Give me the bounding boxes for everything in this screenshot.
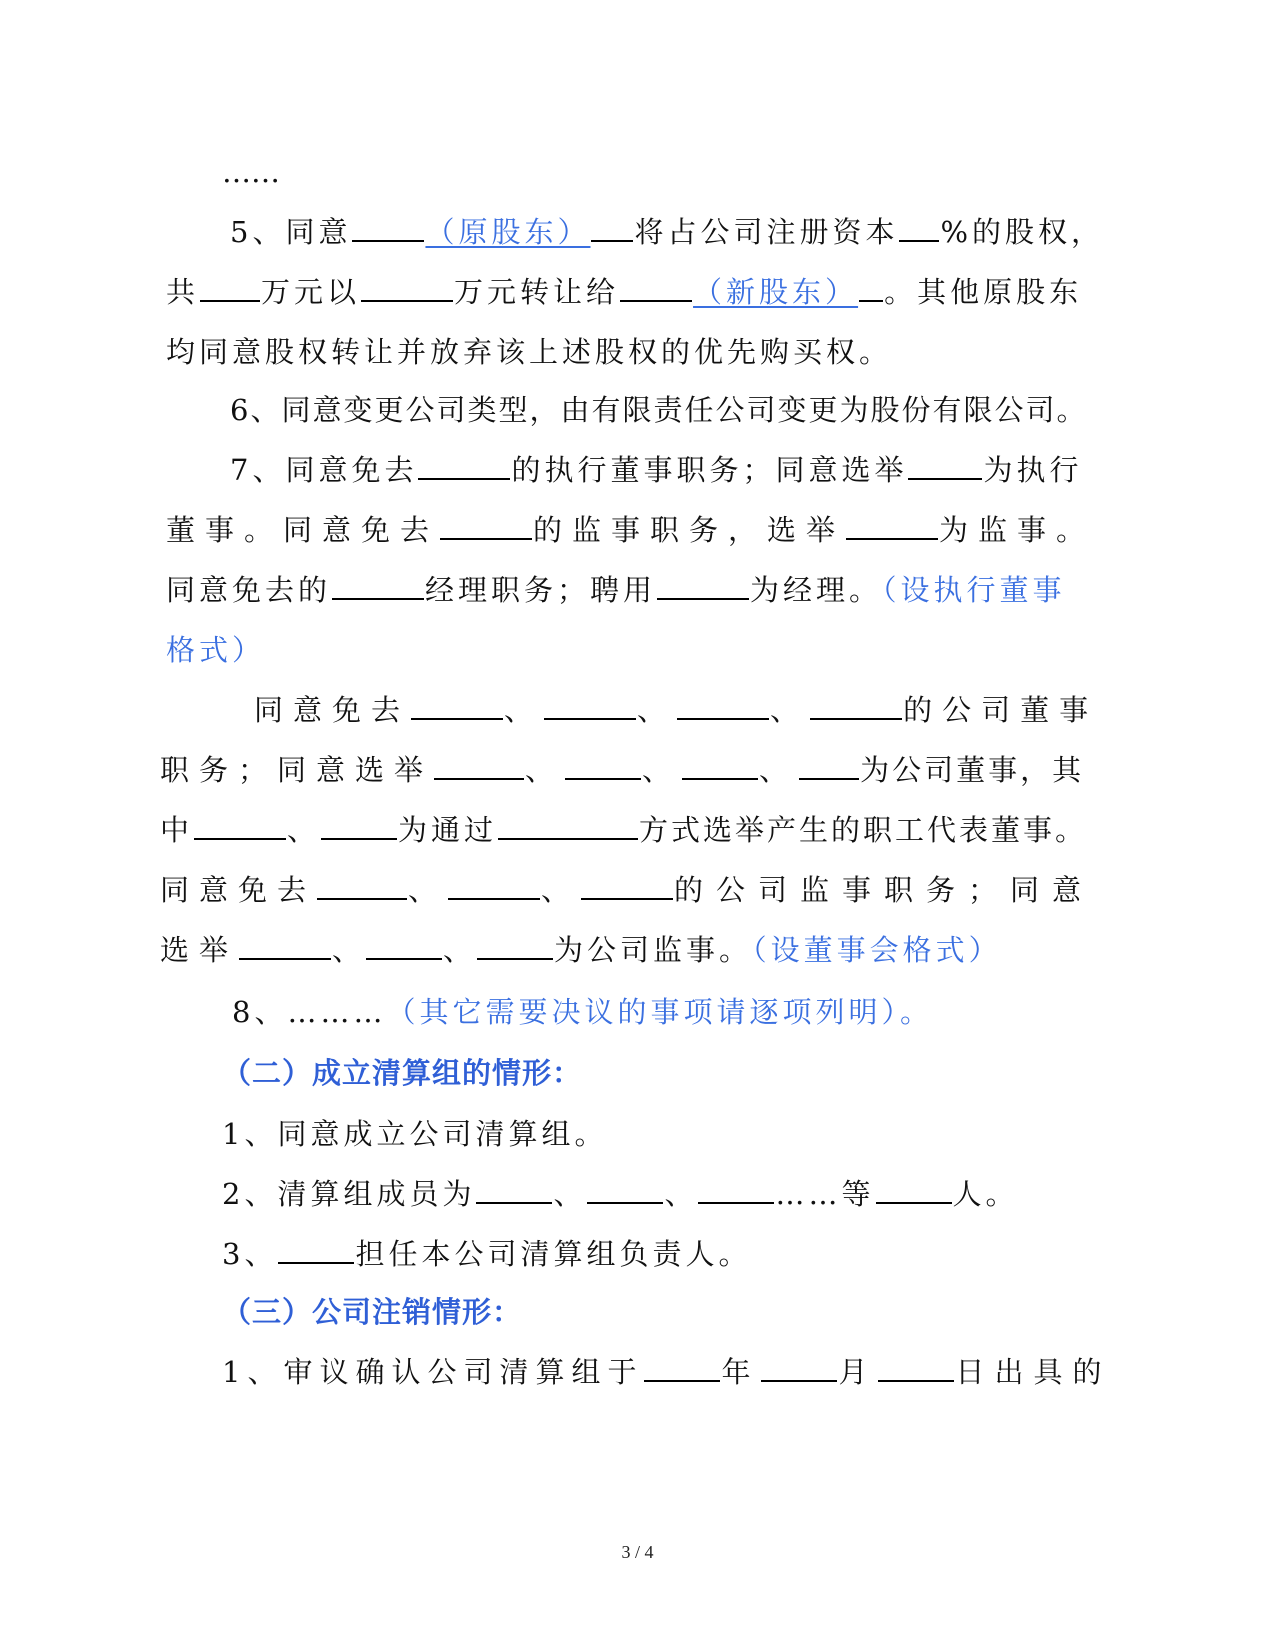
text: 万元转让给 <box>454 275 620 309</box>
blank-field[interactable] <box>565 750 641 780</box>
month-blank[interactable] <box>761 1352 837 1382</box>
text: 中 <box>160 813 194 847</box>
amount-blank[interactable] <box>200 272 260 302</box>
blank-field[interactable] <box>332 570 424 600</box>
blank-field[interactable] <box>476 1174 552 1204</box>
text: 选举 <box>767 513 846 547</box>
text: 共 <box>166 275 200 309</box>
separator: 、 <box>332 933 366 967</box>
text: 均同意股权转让并放弃该上述股权的优先购买权。 <box>166 335 893 369</box>
text: 人。 <box>952 1177 1019 1211</box>
blank-field[interactable] <box>317 870 407 900</box>
item-7-line-2 <box>166 510 1095 550</box>
item-7-line-4 <box>166 630 265 670</box>
text: 同意免去 <box>254 693 411 727</box>
blank-field[interactable] <box>477 930 553 960</box>
blank-field[interactable] <box>698 1174 774 1204</box>
item-6-line <box>230 390 1087 430</box>
section-2-heading <box>222 1053 582 1093</box>
heading-text: （三）公司注销情形： <box>222 1295 523 1329</box>
blank-field[interactable] <box>908 450 982 480</box>
blank-field[interactable] <box>194 810 286 840</box>
blank-field[interactable] <box>799 750 859 780</box>
item-8-line <box>232 992 933 1032</box>
text: 同意免去的 <box>166 573 332 607</box>
blank-field[interactable] <box>418 450 510 480</box>
liquidation-item-3 <box>222 1234 751 1274</box>
board-line-1 <box>254 690 1098 730</box>
blank-field[interactable] <box>411 690 503 720</box>
day-blank[interactable] <box>878 1352 954 1382</box>
blank-field[interactable] <box>859 272 883 302</box>
separator: 、 <box>759 753 799 787</box>
text: 董事。同意免去 <box>166 513 440 547</box>
text: 。其他原股东 <box>884 275 1083 309</box>
blank-field[interactable] <box>366 930 442 960</box>
blank-field[interactable] <box>581 870 673 900</box>
board-format-hint: （设董事会格式） <box>752 933 1002 967</box>
item-7-line-3 <box>166 570 1066 610</box>
text: 7、同意免去 <box>230 453 418 487</box>
text: ……等 <box>775 1177 875 1211</box>
blank-field[interactable] <box>587 1174 663 1204</box>
blank-field[interactable] <box>498 810 638 840</box>
item-5-line-2 <box>166 272 1082 312</box>
text: 的执行董事职务；同意选举 <box>511 453 908 487</box>
separator: 、 <box>287 813 321 847</box>
separator: 、 <box>408 873 448 907</box>
text: 选举 <box>160 933 239 967</box>
text: 月 <box>838 1355 878 1389</box>
ellipsis-line <box>222 152 280 192</box>
section-3-heading <box>222 1292 522 1332</box>
text: 为公司监事。 <box>554 933 753 967</box>
item-5-mid-text: 将占公司注册资本 <box>634 215 899 249</box>
text: 为公司董事，其 <box>860 753 1085 787</box>
separator: 、 <box>504 693 544 727</box>
text: 的监事职务， <box>533 513 768 547</box>
text: 1、同意成立公司清算组。 <box>222 1117 608 1151</box>
separator: 、 <box>664 1177 698 1211</box>
blank-field[interactable] <box>321 810 397 840</box>
blank-field[interactable] <box>544 690 636 720</box>
separator: 、 <box>637 693 677 727</box>
other-matters-hint: （其它需要决议的事项请逐项列明）。 <box>386 995 933 1029</box>
page-number: 3 / 4 <box>621 1542 654 1562</box>
board-line-2 <box>160 750 1084 790</box>
blank-field[interactable] <box>682 750 758 780</box>
board-line-3 <box>160 810 1087 850</box>
new-shareholder-hint: （新股东） <box>693 275 859 309</box>
blank-field[interactable] <box>657 570 749 600</box>
separator: 、 <box>541 873 581 907</box>
text: 职务；同意选举 <box>160 753 434 787</box>
text: 万元以 <box>261 275 361 309</box>
blank-field[interactable] <box>677 690 769 720</box>
text: 方式选举产生的职工代表董事。 <box>639 813 1088 847</box>
text: 经理职务；聘用 <box>425 573 657 607</box>
item-7-line-1 <box>230 450 1082 490</box>
item-5-lead: 5、同意 <box>230 215 352 249</box>
board-line-5 <box>160 930 1002 970</box>
item-5-percent-text: %的股权， <box>940 215 1105 249</box>
text: 1、审议确认公司清算组于 <box>222 1355 644 1389</box>
liquidation-item-2 <box>222 1174 1019 1214</box>
text: 为经理。 <box>750 573 883 607</box>
percent-blank[interactable] <box>899 212 939 242</box>
blank-field[interactable] <box>810 690 902 720</box>
blank-field[interactable] <box>440 510 532 540</box>
board-line-4 <box>160 870 1094 910</box>
text: 为监事。 <box>939 513 1096 547</box>
text: 2、清算组成员为 <box>222 1177 476 1211</box>
price-blank[interactable] <box>361 272 453 302</box>
text: 的公司董事 <box>903 693 1099 727</box>
item-5-line-3 <box>166 332 892 372</box>
blank-field[interactable] <box>278 1234 354 1264</box>
separator: 、 <box>525 753 565 787</box>
text: 日出具的 <box>955 1355 1112 1389</box>
text: 年 <box>721 1355 761 1389</box>
blank-field[interactable] <box>591 212 633 242</box>
blank-field[interactable] <box>434 750 524 780</box>
liquidation-item-1 <box>222 1114 607 1154</box>
separator: 、 <box>443 933 477 967</box>
text: 3、 <box>222 1237 278 1271</box>
text: 的公司监事职务；同意 <box>674 873 1095 907</box>
text: 8、……… <box>232 995 387 1029</box>
blank-field[interactable] <box>448 870 540 900</box>
separator: 、 <box>770 693 810 727</box>
blank-field[interactable] <box>239 930 331 960</box>
text: 为通过 <box>398 813 498 847</box>
text: 6、同意变更公司类型，由有限责任公司变更为股份有限公司。 <box>230 393 1088 427</box>
text: 同意免去 <box>160 873 317 907</box>
member-count-blank[interactable] <box>876 1174 952 1204</box>
heading-text: （二）成立清算组的情形： <box>222 1056 583 1090</box>
item-5-line-1 <box>230 212 1104 252</box>
text: 担任本公司清算组负责人。 <box>355 1237 752 1271</box>
format-hint-end: 格式） <box>166 633 266 667</box>
separator: 、 <box>553 1177 587 1211</box>
blank-field[interactable] <box>846 510 938 540</box>
separator: 、 <box>642 753 682 787</box>
blank-field[interactable] <box>620 272 692 302</box>
original-shareholder-hint: （原股东） <box>425 215 591 249</box>
deregistration-item-1 <box>222 1352 1112 1392</box>
text: 为执行 <box>983 453 1083 487</box>
blank-field[interactable] <box>352 212 424 242</box>
executive-director-format-hint: （设执行董事 <box>882 573 1066 607</box>
year-blank[interactable] <box>644 1352 720 1382</box>
ellipsis-text: …… <box>222 155 280 189</box>
